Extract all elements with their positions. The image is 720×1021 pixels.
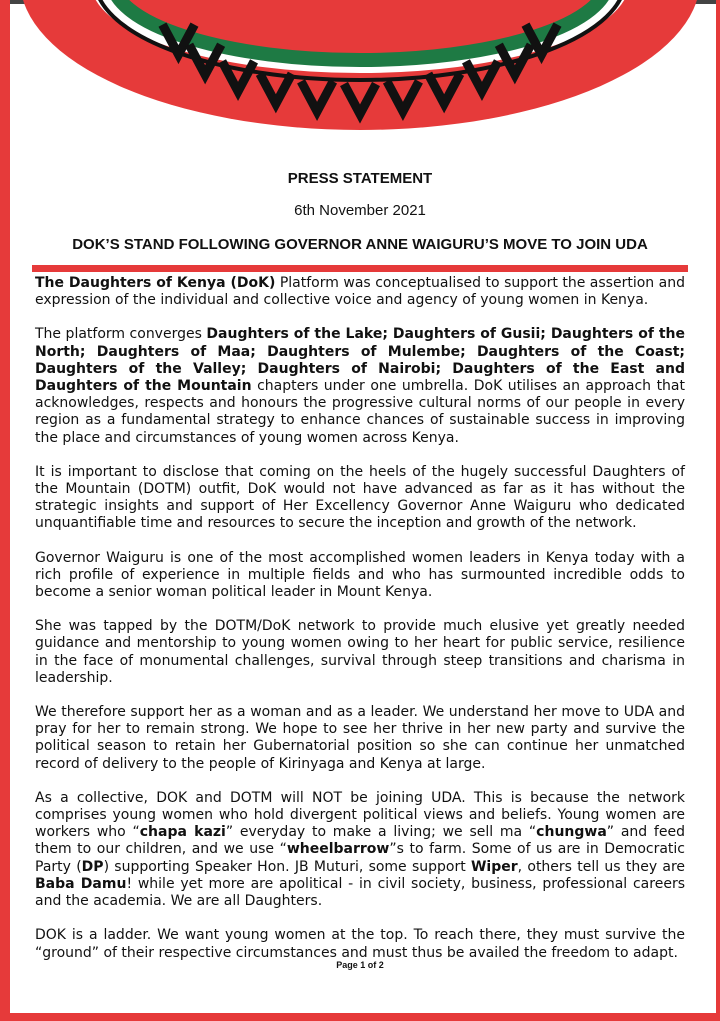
paragraph-7 xyxy=(35,790,685,910)
chapters-list: Daughters of the Lake; Daughters of Gusii; Daughters of the North; Daughters of Maa; Daughters of Mulembe; Daughters of the Coast; Daughters of the Valley; Daughters of Nairobi; Daughters of the East and Daughters of the Mountain xyxy=(35,326,685,395)
dok-logo-emblem xyxy=(0,0,720,160)
p7-text-1: As a collective, DOK and DOTM will NOT be joining UDA. This is because the network comprises young women who hold divergent political views and beliefs. Young women are workers who “ xyxy=(35,789,685,841)
p7-bold-2: chungwa xyxy=(536,824,607,841)
title-divider xyxy=(32,265,688,272)
p7-bold-5: Wiper xyxy=(470,858,518,875)
p7-bold-6: Baba Damu xyxy=(35,875,127,892)
p7-text-6: , others tell us they are xyxy=(517,858,686,875)
p7-text-5: ) supporting Speaker Hon. JB Muturi, some support xyxy=(103,858,471,875)
p2-text-2: chapters under one umbrella. DoK utilises an approach that acknowledges, respects and honours the progressive cultural norms of our people in every region as a fundamental strategy to enhance chances of sustainable success in improving the place and circumstances of young women across Kenya. xyxy=(35,378,685,446)
statement-date: 6th November 2021 xyxy=(294,202,426,219)
paragraph-8: DOK is a ladder. We want young women at the top. To reach there, they must survive the “ground” of their respective circumstances and must thus be availed the freedom to adapt. xyxy=(35,927,685,961)
bottom-red-border xyxy=(0,1013,720,1021)
statement-body xyxy=(35,275,685,979)
p7-text-7: ! while yet more are apolitical - in civil society, business, professional careers and the academia. We are all Daughters. xyxy=(35,875,685,910)
p7-text-3: ” and feed them to our children, and we use “ xyxy=(35,824,685,858)
paragraph-2 xyxy=(35,326,685,446)
p7-bold-3: wheelbarrow xyxy=(286,841,390,858)
dok-name: The Daughters of Kenya (DoK) xyxy=(35,275,276,291)
page-number: Page 1 of 2 xyxy=(336,960,384,970)
p1-text: Platform was conceptualised to support the assertion and expression of the individual and collective voice and agency of young women in Kenya. xyxy=(35,275,685,309)
p7-text-4: ”s to farm. Some of us are in Democratic Party ( xyxy=(35,841,685,875)
paragraph-4: Governor Waiguru is one of the most accomplished women leaders in Kenya today with a rich profile of experience in multiple fields and who has surmounted incredible odds to become a senior woman political leader in Mount Kenya. xyxy=(35,549,685,601)
paragraph-6: We therefore support her as a woman and as a leader. We understand her move to UDA and pray for her to remain strong. We hope to see her thrive in her new party and survive the political season to retain her Gubernatorial position so she can continue her unmatched record of delivery to the people of Kirinyaga and Kenya at large. xyxy=(35,704,685,772)
paragraph-1 xyxy=(35,275,685,309)
p7-bold-1: chapa kazi xyxy=(139,824,226,841)
statement-title: DOK’S STAND FOLLOWING GOVERNOR ANNE WAIGURU’S MOVE TO JOIN UDA xyxy=(72,236,648,253)
paragraph-3: It is important to disclose that coming on the heels of the hugely successful Daughters of the Mountain (DOTM) outfit, DoK would not have advanced as far as it has without the strategic insights and support of Her Excellency Governor Anne Waiguru who dedicated unquantifiable time and resources to secure the inception and growth of the network. xyxy=(35,463,685,532)
paragraph-5: She was tapped by the DOTM/DoK network to provide much elusive yet greatly needed guidance and mentorship to young women owing to her heart for public service, resilience in the face of monumental challenges, survival through steep transitions and charisma in leadership. xyxy=(35,618,685,686)
p7-bold-4: DP xyxy=(81,858,104,875)
p2-text-1: The platform converges xyxy=(35,326,207,343)
p7-text-2: ” everyday to make a living; we sell ma “ xyxy=(225,824,537,841)
press-statement-heading: PRESS STATEMENT xyxy=(287,170,433,187)
